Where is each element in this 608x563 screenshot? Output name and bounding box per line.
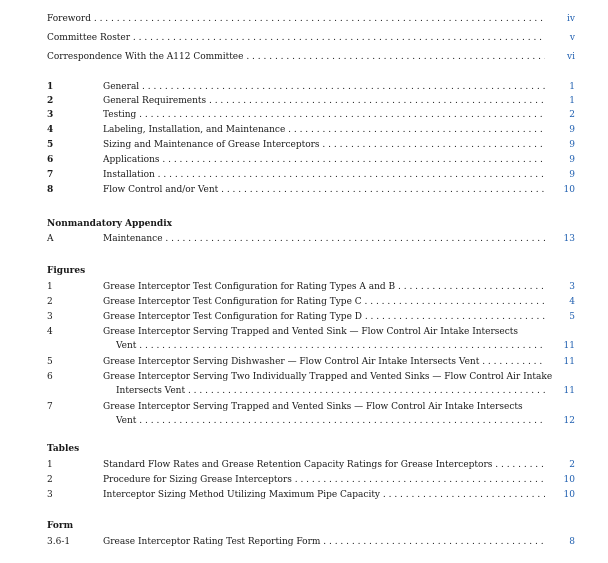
toc-page-link[interactable]: 9 — [569, 170, 575, 180]
toc-entry-foreword[interactable] — [47, 13, 575, 25]
toc-entry-text: Committee Roster . . . — [47, 32, 545, 44]
toc-section-8[interactable] — [47, 184, 575, 196]
table-number: 2 — [47, 475, 53, 485]
toc-entry-text: Grease Interceptor Rating Test Reporting Form . . . — [103, 536, 545, 548]
toc-section-4[interactable] — [47, 124, 575, 136]
toc-entry-text: Intersects Vent . . . — [116, 385, 545, 397]
section-number: 5 — [47, 140, 54, 150]
toc-entry-text: Grease Interceptor Test Configuration for Rating Types A and B . . . — [103, 281, 545, 293]
appendix-letter: A — [47, 234, 54, 244]
toc-table-3[interactable] — [47, 489, 575, 501]
toc-page-link[interactable]: 11 — [563, 357, 575, 367]
section-number: 8 — [47, 185, 54, 195]
toc-entry-text: Grease Interceptor Serving Trapped and Vented Sinks — Flow Control Air Intake Intersects — [103, 402, 523, 412]
toc-entry-text: Grease Interceptor Serving Two Individually Trapped and Vented Sinks — Flow Control Air Intake — [103, 372, 553, 382]
section-number: 3 — [47, 110, 54, 120]
figure-number: 6 — [47, 372, 53, 382]
toc-entry-text: Installation . . . — [103, 169, 545, 181]
toc-page-link[interactable]: 8 — [569, 537, 575, 547]
figure-number: 1 — [47, 282, 53, 292]
figures-heading: Figures — [47, 266, 86, 276]
toc-entry-text: Testing . . . — [103, 109, 545, 121]
toc-figure-4-line2[interactable] — [116, 340, 575, 352]
toc-page-link[interactable]: 11 — [563, 386, 575, 396]
toc-entry-text: General Requirements . . . — [103, 95, 545, 107]
appendix-heading: Nonmandatory Appendix — [47, 219, 172, 229]
section-number: 4 — [47, 125, 54, 135]
toc-entry-text: Grease Interceptor Test Configuration for Rating Type D . . . — [103, 311, 545, 323]
toc-page-link[interactable]: 12 — [563, 416, 575, 426]
toc-section-7[interactable] — [47, 169, 575, 181]
toc-appendix-a[interactable] — [47, 233, 575, 245]
toc-page-link[interactable]: vi — [567, 52, 575, 62]
toc-entry-text: Sizing and Maintenance of Grease Interceptors . . . — [103, 139, 545, 151]
toc-entry-text: Grease Interceptor Test Configuration for Rating Type C . . . — [103, 296, 545, 308]
toc-entry-committee-roster[interactable] — [47, 32, 575, 44]
toc-entry-text: Correspondence With the A112 Committee . . . — [47, 51, 545, 63]
toc-page-link[interactable]: 9 — [569, 155, 575, 165]
toc-figure-1[interactable] — [47, 281, 575, 293]
toc-figure-6-line2[interactable] — [116, 385, 575, 397]
toc-figure-3[interactable] — [47, 311, 575, 323]
section-number: 7 — [47, 170, 54, 180]
section-number: 1 — [47, 82, 54, 92]
figure-number: 4 — [47, 327, 53, 337]
toc-page-link[interactable]: iv — [567, 14, 575, 24]
toc-entry-text: Grease Interceptor Serving Trapped and Vented Sink — Flow Control Air Intake Intersects — [103, 327, 519, 337]
toc-page-link[interactable]: 10 — [563, 490, 575, 500]
toc-form-3-6-1[interactable] — [47, 536, 575, 548]
toc-figure-7-line2[interactable] — [116, 415, 575, 427]
toc-entry-text: Foreword . . . — [47, 13, 545, 25]
toc-figure-2[interactable] — [47, 296, 575, 308]
figure-number: 7 — [47, 402, 53, 412]
toc-section-5[interactable] — [47, 139, 575, 151]
toc-entry-text: Labeling, Installation, and Maintenance . . . — [103, 124, 545, 136]
toc-entry-text: Interceptor Sizing Method Utilizing Maximum Pipe Capacity . . . — [103, 489, 545, 501]
toc-page-link[interactable]: 10 — [563, 475, 575, 485]
toc-entry-text: Procedure for Sizing Grease Interceptors . . . — [103, 474, 545, 486]
toc-entry-text: Vent . . . — [116, 415, 545, 427]
toc-section-3[interactable] — [47, 109, 575, 121]
table-number: 3 — [47, 490, 53, 500]
toc-page-link[interactable]: 1 — [569, 82, 575, 92]
figure-number: 5 — [47, 357, 53, 367]
toc-entry-text: Vent . . . — [116, 340, 545, 352]
toc-page-link[interactable]: 13 — [563, 234, 575, 244]
toc-page-link[interactable]: 2 — [569, 460, 575, 470]
toc-figure-4-line1[interactable] — [47, 326, 575, 338]
toc-table-1[interactable] — [47, 459, 575, 471]
toc-section-2[interactable] — [47, 95, 575, 107]
toc-entry-text: Standard Flow Rates and Grease Retention Capacity Ratings for Grease Interceptors . . . — [103, 459, 545, 471]
toc-page-link[interactable]: 11 — [563, 341, 575, 351]
toc-entry-text: Flow Control and/or Vent . . . — [103, 184, 545, 196]
toc-page-link[interactable]: 4 — [569, 297, 575, 307]
toc-page-link[interactable]: 5 — [569, 312, 575, 322]
toc-section-6[interactable] — [47, 154, 575, 166]
toc-page-link[interactable]: 1 — [569, 96, 575, 106]
toc-entry-text: Applications . . . — [103, 154, 545, 166]
toc-page-link[interactable]: 10 — [563, 185, 575, 195]
section-number: 2 — [47, 96, 54, 106]
section-number: 6 — [47, 155, 54, 165]
toc-entry-text: General . . . — [103, 81, 545, 93]
form-number: 3.6-1 — [47, 537, 71, 547]
toc-section-1[interactable] — [47, 81, 575, 93]
toc-page-link[interactable]: 9 — [569, 125, 575, 135]
toc-entry-text: Grease Interceptor Serving Dishwasher — Flow Control Air Intake Intersects Vent . . . — [103, 356, 545, 368]
table-number: 1 — [47, 460, 53, 470]
toc-figure-6-line1[interactable] — [47, 371, 575, 383]
toc-page-link[interactable]: 3 — [569, 282, 575, 292]
figure-number: 2 — [47, 297, 53, 307]
toc-page-link[interactable]: 2 — [569, 110, 575, 120]
toc-figure-5[interactable] — [47, 356, 575, 368]
tables-heading: Tables — [47, 444, 80, 454]
toc-entry-text: Maintenance . . . — [103, 233, 545, 245]
toc-page-link[interactable]: v — [569, 33, 575, 43]
toc-page-link[interactable]: 9 — [569, 140, 575, 150]
toc-table-2[interactable] — [47, 474, 575, 486]
figure-number: 3 — [47, 312, 53, 322]
form-heading: Form — [47, 521, 74, 531]
toc-entry-correspondence[interactable] — [47, 51, 575, 63]
toc-figure-7-line1[interactable] — [47, 401, 575, 413]
